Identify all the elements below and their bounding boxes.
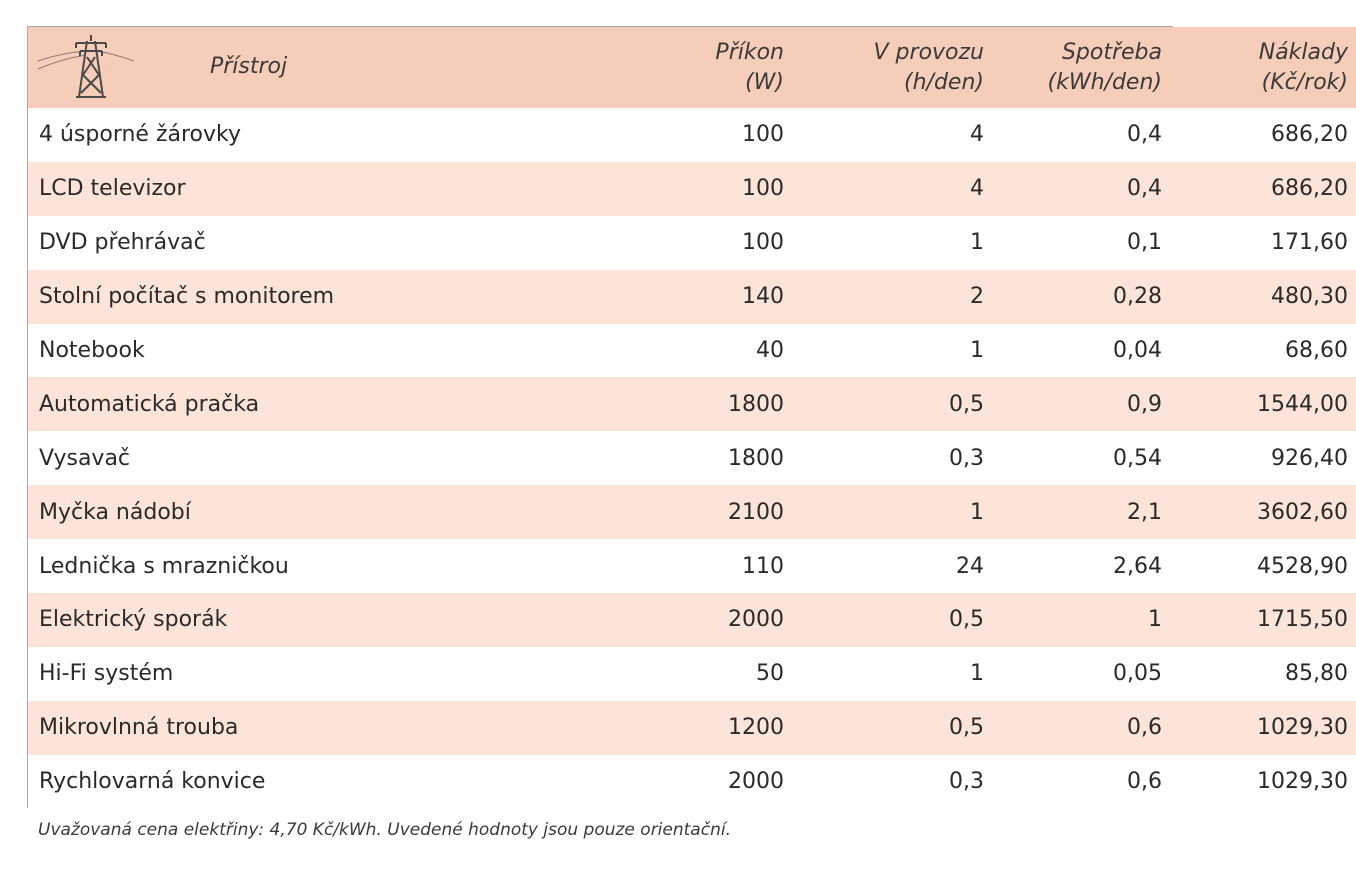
power-pylon-icon	[36, 31, 136, 103]
header-consumption-line1: Spotřeba	[1061, 39, 1162, 65]
cell-appliance: Notebook	[39, 338, 145, 363]
cell-consumption: 2,64	[1113, 553, 1162, 579]
cell-consumption: 0,1	[1127, 230, 1162, 256]
cell-appliance: Hi-Fi systém	[39, 661, 174, 687]
cell-consumption: 0,28	[1113, 284, 1162, 310]
table-row	[28, 108, 1356, 162]
cell-consumption: 2,1	[1127, 499, 1162, 525]
cell-appliance: 4 úsporné žárovky	[39, 122, 241, 148]
cell-appliance: DVD přehrávač	[39, 230, 206, 256]
cell-cost: 686,20	[1271, 176, 1348, 202]
cell-power: 100	[742, 230, 784, 256]
cell-appliance: Myčka nádobí	[39, 499, 191, 525]
cell-appliance: Elektrický sporák	[39, 607, 228, 633]
cell-cost: 171,60	[1271, 230, 1348, 256]
cell-appliance: Vysavač	[39, 445, 131, 471]
cell-usage: 24	[956, 553, 984, 579]
cell-power: 140	[742, 284, 784, 310]
cell-usage: 0,3	[949, 769, 984, 795]
header-usage-line1: V provozu	[873, 39, 984, 65]
cell-power: 2000	[728, 607, 784, 633]
cell-consumption: 1	[1148, 607, 1162, 633]
cell-consumption: 0,05	[1113, 661, 1162, 687]
table-row	[28, 431, 1356, 485]
header-usage	[792, 27, 992, 108]
table-header-row	[28, 27, 1356, 108]
cell-usage: 2	[970, 284, 984, 310]
header-appliance-label: Přístroj	[210, 54, 288, 79]
cell-power: 100	[742, 122, 784, 148]
table-row	[28, 485, 1356, 539]
table-row	[28, 377, 1356, 431]
header-power-line2: (W)	[745, 69, 784, 95]
cell-usage: 4	[970, 122, 984, 148]
cell-cost: 480,30	[1271, 284, 1348, 310]
cell-appliance: LCD televizor	[39, 176, 186, 202]
cell-power: 1800	[728, 391, 784, 417]
header-power	[614, 27, 792, 108]
cell-usage: 0,5	[949, 391, 984, 417]
cell-usage: 4	[970, 176, 984, 202]
cell-power: 2100	[728, 499, 784, 525]
cell-consumption: 0,4	[1127, 122, 1162, 148]
cell-usage: 1	[970, 661, 984, 687]
footnote: Uvažovaná cena elektřiny: 4,70 Kč/kWh. Uvedené hodnoty jsou pouze orientační.	[38, 820, 731, 840]
table-row	[28, 324, 1356, 378]
cell-usage: 0,5	[949, 607, 984, 633]
header-cost	[1170, 27, 1356, 108]
header-appliance	[28, 27, 614, 108]
cell-usage: 0,5	[949, 715, 984, 741]
table-row	[28, 593, 1356, 647]
header-consumption-line2: (kWh/den)	[1047, 69, 1162, 95]
cell-cost: 1029,30	[1257, 769, 1348, 795]
cell-consumption: 0,6	[1127, 715, 1162, 741]
appliance-consumption-table	[28, 27, 1356, 809]
cell-appliance: Rychlovarná konvice	[39, 769, 266, 795]
cell-appliance: Automatická pračka	[39, 391, 260, 417]
table-row	[28, 270, 1356, 324]
cell-cost: 4528,90	[1257, 553, 1348, 579]
cell-cost: 1715,50	[1257, 607, 1348, 633]
header-usage-line2: (h/den)	[904, 69, 984, 95]
cell-cost: 85,80	[1285, 661, 1348, 687]
header-cost-line1: Náklady	[1258, 39, 1348, 65]
cell-appliance: Mikrovlnná trouba	[39, 715, 239, 741]
cell-cost: 926,40	[1271, 445, 1348, 471]
cell-power: 1800	[728, 445, 784, 471]
cell-usage: 0,3	[949, 445, 984, 471]
table-row	[28, 647, 1356, 701]
cell-consumption: 0,54	[1113, 445, 1162, 471]
cell-appliance: Stolní počítač s monitorem	[39, 284, 335, 310]
cell-power: 2000	[728, 769, 784, 795]
cell-power: 1200	[728, 715, 784, 741]
cell-consumption: 0,4	[1127, 176, 1162, 202]
appliance-table-frame	[27, 26, 1348, 808]
cell-power: 40	[756, 338, 784, 363]
cell-cost: 3602,60	[1257, 499, 1348, 525]
cell-usage: 1	[970, 338, 984, 363]
table-row	[28, 162, 1356, 216]
header-cost-line2: (Kč/rok)	[1261, 69, 1348, 95]
table-row	[28, 216, 1356, 270]
cell-consumption: 0,9	[1127, 391, 1162, 417]
cell-cost: 686,20	[1271, 122, 1348, 148]
cell-power: 110	[742, 553, 784, 579]
header-consumption	[992, 27, 1170, 108]
table-row	[28, 701, 1356, 755]
cell-cost: 1544,00	[1257, 391, 1348, 417]
cell-consumption: 0,6	[1127, 769, 1162, 795]
cell-cost: 1029,30	[1257, 715, 1348, 741]
cell-power: 100	[742, 176, 784, 202]
cell-cost: 68,60	[1285, 338, 1348, 363]
cell-appliance: Lednička s mrazničkou	[39, 553, 289, 579]
table-row	[28, 755, 1356, 809]
cell-usage: 1	[970, 499, 984, 525]
cell-usage: 1	[970, 230, 984, 256]
table-row	[28, 539, 1356, 593]
cell-consumption: 0,04	[1113, 338, 1162, 363]
cell-power: 50	[756, 661, 784, 687]
header-power-line1: Příkon	[715, 39, 784, 65]
